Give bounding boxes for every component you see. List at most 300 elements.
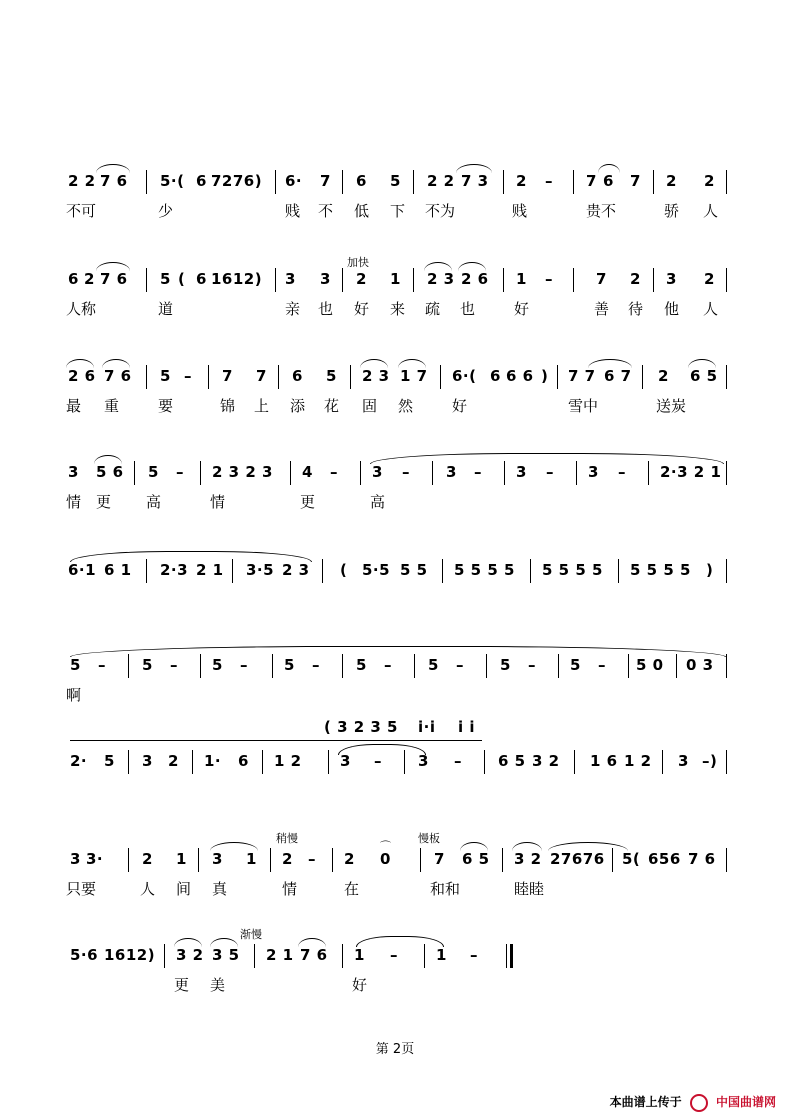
barline <box>146 365 147 389</box>
barline <box>200 654 201 678</box>
note: 1 <box>176 850 187 868</box>
lyrics-line-6 <box>0 684 790 704</box>
slur <box>398 359 426 368</box>
lyric: 好 <box>514 300 530 318</box>
note: 5 <box>160 367 171 385</box>
barline <box>502 848 503 872</box>
slur <box>460 842 488 851</box>
barline <box>442 559 443 583</box>
note: 1 <box>354 946 365 964</box>
lyrics-line-8 <box>0 878 790 898</box>
note: 2· <box>70 752 88 770</box>
note: – <box>470 946 478 964</box>
lyric: 美 <box>210 976 226 994</box>
barline <box>726 365 727 389</box>
note: 6 <box>490 367 501 385</box>
barline <box>272 654 273 678</box>
note: 7 3 <box>461 172 489 190</box>
note: 1 6 <box>590 752 618 770</box>
note: 0 <box>380 850 391 868</box>
note: 3 <box>340 752 351 770</box>
tie <box>356 936 444 947</box>
lyric: 花 <box>324 397 340 415</box>
lyric: 啊 <box>66 686 82 704</box>
note: 2·3 <box>160 561 189 579</box>
note: 3 <box>418 752 429 770</box>
barline <box>342 654 343 678</box>
notes-line-4 <box>0 463 790 485</box>
lyric: 睦睦 <box>514 880 545 898</box>
note: 2 3 <box>362 367 390 385</box>
notes-line-8 <box>0 840 790 872</box>
note: 3 <box>68 463 79 481</box>
note: 2 <box>356 270 367 288</box>
slur <box>174 938 202 947</box>
note: 3 <box>320 270 331 288</box>
slur <box>298 938 326 947</box>
barline <box>413 170 414 194</box>
barline <box>440 365 441 389</box>
barline <box>557 365 558 389</box>
note: ( <box>178 270 186 288</box>
note: 7 6 <box>300 946 328 964</box>
lyrics-line-1 <box>0 200 790 220</box>
lyric: 贱 <box>285 202 301 220</box>
barline <box>726 848 727 872</box>
notes-line-5 <box>0 561 790 583</box>
note: 6 <box>238 752 249 770</box>
note: 1 <box>436 946 447 964</box>
note: 4 <box>302 463 313 481</box>
lyric: 待 <box>628 300 644 318</box>
lyric: 固 <box>362 397 378 415</box>
note: 2 <box>168 752 179 770</box>
notes-line-2 <box>0 270 790 292</box>
barline <box>612 848 613 872</box>
note: 3 <box>285 270 296 288</box>
slur <box>210 938 238 947</box>
tempo-mark: 加快 <box>347 256 369 269</box>
note: 3 2 <box>532 752 560 770</box>
barline <box>558 654 559 678</box>
note: 6·1 <box>68 561 97 579</box>
lyric: 少 <box>158 202 174 220</box>
footer <box>610 1093 776 1112</box>
lyric: 好 <box>452 397 468 415</box>
note: 5 5 5 5 <box>630 561 691 579</box>
barline <box>574 750 575 774</box>
notes-line-7 <box>0 752 790 774</box>
note: 2 <box>704 172 715 190</box>
note: 2 3 <box>427 270 455 288</box>
note: – <box>545 172 553 190</box>
note: 5 6 <box>96 463 124 481</box>
note: 5 5 5 5 <box>454 561 515 579</box>
note: 5 <box>212 656 223 674</box>
barline <box>618 559 619 583</box>
notes-line-1 <box>0 172 790 194</box>
note: 2 <box>704 270 715 288</box>
barline <box>275 268 276 292</box>
note: 6 <box>68 270 79 288</box>
barline <box>484 750 485 774</box>
note: 7276) <box>211 172 263 190</box>
barline <box>232 559 233 583</box>
barline <box>726 559 727 583</box>
barline <box>322 559 323 583</box>
lyric: 人 <box>140 880 156 898</box>
note: 5 <box>142 656 153 674</box>
barline <box>275 170 276 194</box>
note: 5 <box>160 270 171 288</box>
note: 5 <box>428 656 439 674</box>
note: – <box>618 463 626 481</box>
barline <box>576 461 577 485</box>
note: 6 <box>356 172 367 190</box>
lyric: 高 <box>370 493 386 511</box>
note: 3 <box>212 850 223 868</box>
note: 0 3 <box>686 656 714 674</box>
note: 1· <box>204 752 222 770</box>
barline <box>350 365 351 389</box>
note: 5 <box>148 463 159 481</box>
note: 2·3 2 1 <box>660 463 722 481</box>
note: 3 5 <box>212 946 240 964</box>
lyric: 不可 <box>66 202 97 220</box>
slur <box>588 359 632 368</box>
note: –) <box>702 752 718 770</box>
fermata-icon: ⌒ <box>380 840 391 853</box>
barline <box>676 654 677 678</box>
upload-text: 本曲谱上传于 <box>609 1095 682 1109</box>
lyric: 要 <box>158 397 174 415</box>
lyrics-line-4 <box>0 491 790 511</box>
note: – <box>528 656 536 674</box>
barline <box>332 848 333 872</box>
barline <box>254 944 255 968</box>
note: 6 5 <box>690 367 718 385</box>
note: 3 2 <box>514 850 542 868</box>
note: 7 <box>320 172 331 190</box>
barline <box>128 750 129 774</box>
note: – <box>184 367 192 385</box>
slur <box>458 262 486 271</box>
barline <box>290 461 291 485</box>
note: 5 5 5 5 <box>542 561 603 579</box>
barline <box>164 944 165 968</box>
note: 3 2 <box>176 946 204 964</box>
note: 2 <box>516 172 527 190</box>
note: 2 <box>142 850 153 868</box>
note: ) <box>541 367 549 385</box>
lyric: 上 <box>254 397 270 415</box>
lyric: 他 <box>664 300 680 318</box>
lyric: 人 <box>703 202 719 220</box>
note: 5 5 <box>400 561 428 579</box>
barline <box>270 848 271 872</box>
barline <box>342 170 343 194</box>
lyrics-line-3 <box>0 395 790 415</box>
note: 5 <box>70 656 81 674</box>
note: 1612) <box>211 270 263 288</box>
upper-line <box>0 718 790 740</box>
lyric: 人称 <box>66 300 97 318</box>
barline <box>262 750 263 774</box>
note: 2 3 <box>282 561 310 579</box>
note: 6 <box>292 367 303 385</box>
note: – <box>308 850 316 868</box>
note: – <box>545 270 553 288</box>
note: – <box>474 463 482 481</box>
slur <box>424 262 452 271</box>
note: 5 <box>104 752 115 770</box>
note: 5 <box>326 367 337 385</box>
note: 2 3 2 3 <box>212 463 273 481</box>
note: – <box>312 656 320 674</box>
barline <box>420 848 421 872</box>
note: 5·6 <box>70 946 99 964</box>
barline <box>662 750 663 774</box>
lyric: 真 <box>212 880 228 898</box>
note: 2 2 <box>68 172 96 190</box>
barline <box>653 170 654 194</box>
barline <box>726 268 727 292</box>
barline <box>414 654 415 678</box>
note: 6· <box>285 172 303 190</box>
barline <box>628 654 629 678</box>
barline <box>653 268 654 292</box>
lyric: 好 <box>352 976 368 994</box>
note: 2 1 <box>196 561 224 579</box>
note: 1 <box>516 270 527 288</box>
lyric: 人 <box>703 300 719 318</box>
note: 7 7 <box>568 367 596 385</box>
lyric: 送炭 <box>656 397 687 415</box>
note: 3 <box>588 463 599 481</box>
lyric: 高 <box>146 493 162 511</box>
note: 1 2 <box>624 752 652 770</box>
barline <box>503 170 504 194</box>
barline <box>146 170 147 194</box>
lyric: 最 <box>66 397 82 415</box>
slur <box>66 359 94 368</box>
note: 6 6 <box>506 367 534 385</box>
note: 1 2 <box>274 752 302 770</box>
lyrics-line-2 <box>0 298 790 318</box>
lyric: 也 <box>318 300 334 318</box>
barline <box>278 365 279 389</box>
note: ) <box>706 561 714 579</box>
slur <box>456 164 492 173</box>
barline <box>146 559 147 583</box>
note: 5·( <box>160 172 185 190</box>
note: 3 <box>678 752 689 770</box>
note: – <box>390 946 398 964</box>
note: 7 6 <box>104 367 132 385</box>
lyric: 在 <box>344 880 360 898</box>
lyric: 然 <box>398 397 414 415</box>
lyric: 锦 <box>220 397 236 415</box>
lyric: 亲 <box>285 300 301 318</box>
lyric: 贵不 <box>586 202 617 220</box>
barline <box>128 654 129 678</box>
note: 5 <box>356 656 367 674</box>
note: 7 <box>434 850 445 868</box>
barline <box>726 170 727 194</box>
lyric: 来 <box>390 300 406 318</box>
note: 7 <box>630 172 641 190</box>
slur <box>598 164 620 173</box>
slur <box>210 842 258 851</box>
note: 1 7 <box>400 367 428 385</box>
lyric: 情 <box>210 493 226 511</box>
lyric: 也 <box>460 300 476 318</box>
barline <box>134 461 135 485</box>
barline <box>342 944 343 968</box>
slur <box>512 842 542 851</box>
barline <box>208 365 209 389</box>
barline <box>413 268 414 292</box>
note: 5( <box>622 850 641 868</box>
barline <box>573 268 574 292</box>
barline <box>424 944 425 968</box>
note: 7 <box>222 367 233 385</box>
lyric: 和和 <box>430 880 461 898</box>
note: 7 6 <box>100 270 128 288</box>
note: – <box>374 752 382 770</box>
note: – <box>546 463 554 481</box>
barline <box>486 654 487 678</box>
note: 6 7 <box>604 367 632 385</box>
barline <box>192 750 193 774</box>
note: 7 <box>256 367 267 385</box>
tempo-mark: 渐慢 <box>240 928 262 941</box>
note: 5 <box>500 656 511 674</box>
note: – <box>402 463 410 481</box>
note: 3 <box>372 463 383 481</box>
site-name: 中国曲谱网 <box>715 1095 776 1109</box>
barline <box>573 170 574 194</box>
barline <box>726 750 727 774</box>
note: – <box>98 656 106 674</box>
note: i i <box>458 718 476 736</box>
lyrics-line-9 <box>0 974 790 994</box>
note: 6 <box>196 172 207 190</box>
note: 2 6 <box>461 270 489 288</box>
barline <box>726 654 727 678</box>
note: 5 <box>284 656 295 674</box>
note: 3 <box>142 752 153 770</box>
lyric: 间 <box>176 880 192 898</box>
note: – <box>240 656 248 674</box>
site-logo-icon <box>690 1094 708 1112</box>
lyric: 低 <box>354 202 370 220</box>
note: 6 5 <box>462 850 490 868</box>
note: – <box>170 656 178 674</box>
lyric: 更 <box>96 493 112 511</box>
note: 2 <box>282 850 293 868</box>
barline <box>342 268 343 292</box>
note: 3 <box>446 463 457 481</box>
barline <box>198 848 199 872</box>
barline <box>146 268 147 292</box>
lyric: 道 <box>158 300 174 318</box>
barline <box>432 461 433 485</box>
note: 5 <box>390 172 401 190</box>
slur <box>360 359 388 368</box>
final-barline <box>506 944 513 968</box>
note: 5 0 <box>636 656 664 674</box>
barline <box>503 268 504 292</box>
notes-line-3 <box>0 367 790 389</box>
slur <box>102 359 130 368</box>
note: 2 1 <box>266 946 294 964</box>
slur <box>96 262 130 271</box>
beam <box>70 740 482 741</box>
barline <box>726 461 727 485</box>
note: 7 <box>596 270 607 288</box>
note: 2 6 <box>68 367 96 385</box>
slur <box>96 164 130 173</box>
lyric: 下 <box>390 202 406 220</box>
barline <box>648 461 649 485</box>
note: 2 <box>658 367 669 385</box>
note: 1 <box>246 850 257 868</box>
page-number: 第 2页 <box>375 1042 415 1057</box>
barline <box>530 559 531 583</box>
barline <box>504 461 505 485</box>
note: 6 5 <box>498 752 526 770</box>
note: 2 <box>344 850 355 868</box>
note: – <box>384 656 392 674</box>
barline <box>642 365 643 389</box>
note: 2 <box>666 172 677 190</box>
slur <box>688 359 716 368</box>
barline <box>328 750 329 774</box>
lyric: 更 <box>174 976 190 994</box>
note: 2 <box>84 270 95 288</box>
note: 5 <box>570 656 581 674</box>
note: – <box>598 656 606 674</box>
lyric: 贱 <box>512 202 528 220</box>
barline <box>404 750 405 774</box>
lyric: 不 <box>318 202 334 220</box>
lyric: 更 <box>300 493 316 511</box>
note: 3 <box>516 463 527 481</box>
note: 1 <box>390 270 401 288</box>
note: ( <box>340 561 348 579</box>
note: – <box>456 656 464 674</box>
lyric: 情 <box>66 493 82 511</box>
note: 1612) <box>104 946 156 964</box>
notes-line-6 <box>0 656 790 678</box>
lyric: 骄 <box>664 202 680 220</box>
note: 656 <box>648 850 681 868</box>
note: 7 <box>586 172 597 190</box>
note: 2 2 <box>427 172 455 190</box>
lyric: 不为 <box>425 202 456 220</box>
note: – <box>176 463 184 481</box>
note: – <box>330 463 338 481</box>
note: i·i <box>418 718 436 736</box>
slur <box>94 455 122 464</box>
note: 3 <box>70 850 81 868</box>
note: – <box>454 752 462 770</box>
lyric: 好 <box>354 300 370 318</box>
lyric: 疏 <box>425 300 441 318</box>
tempo-mark: 慢板 <box>418 832 440 845</box>
barline <box>360 461 361 485</box>
